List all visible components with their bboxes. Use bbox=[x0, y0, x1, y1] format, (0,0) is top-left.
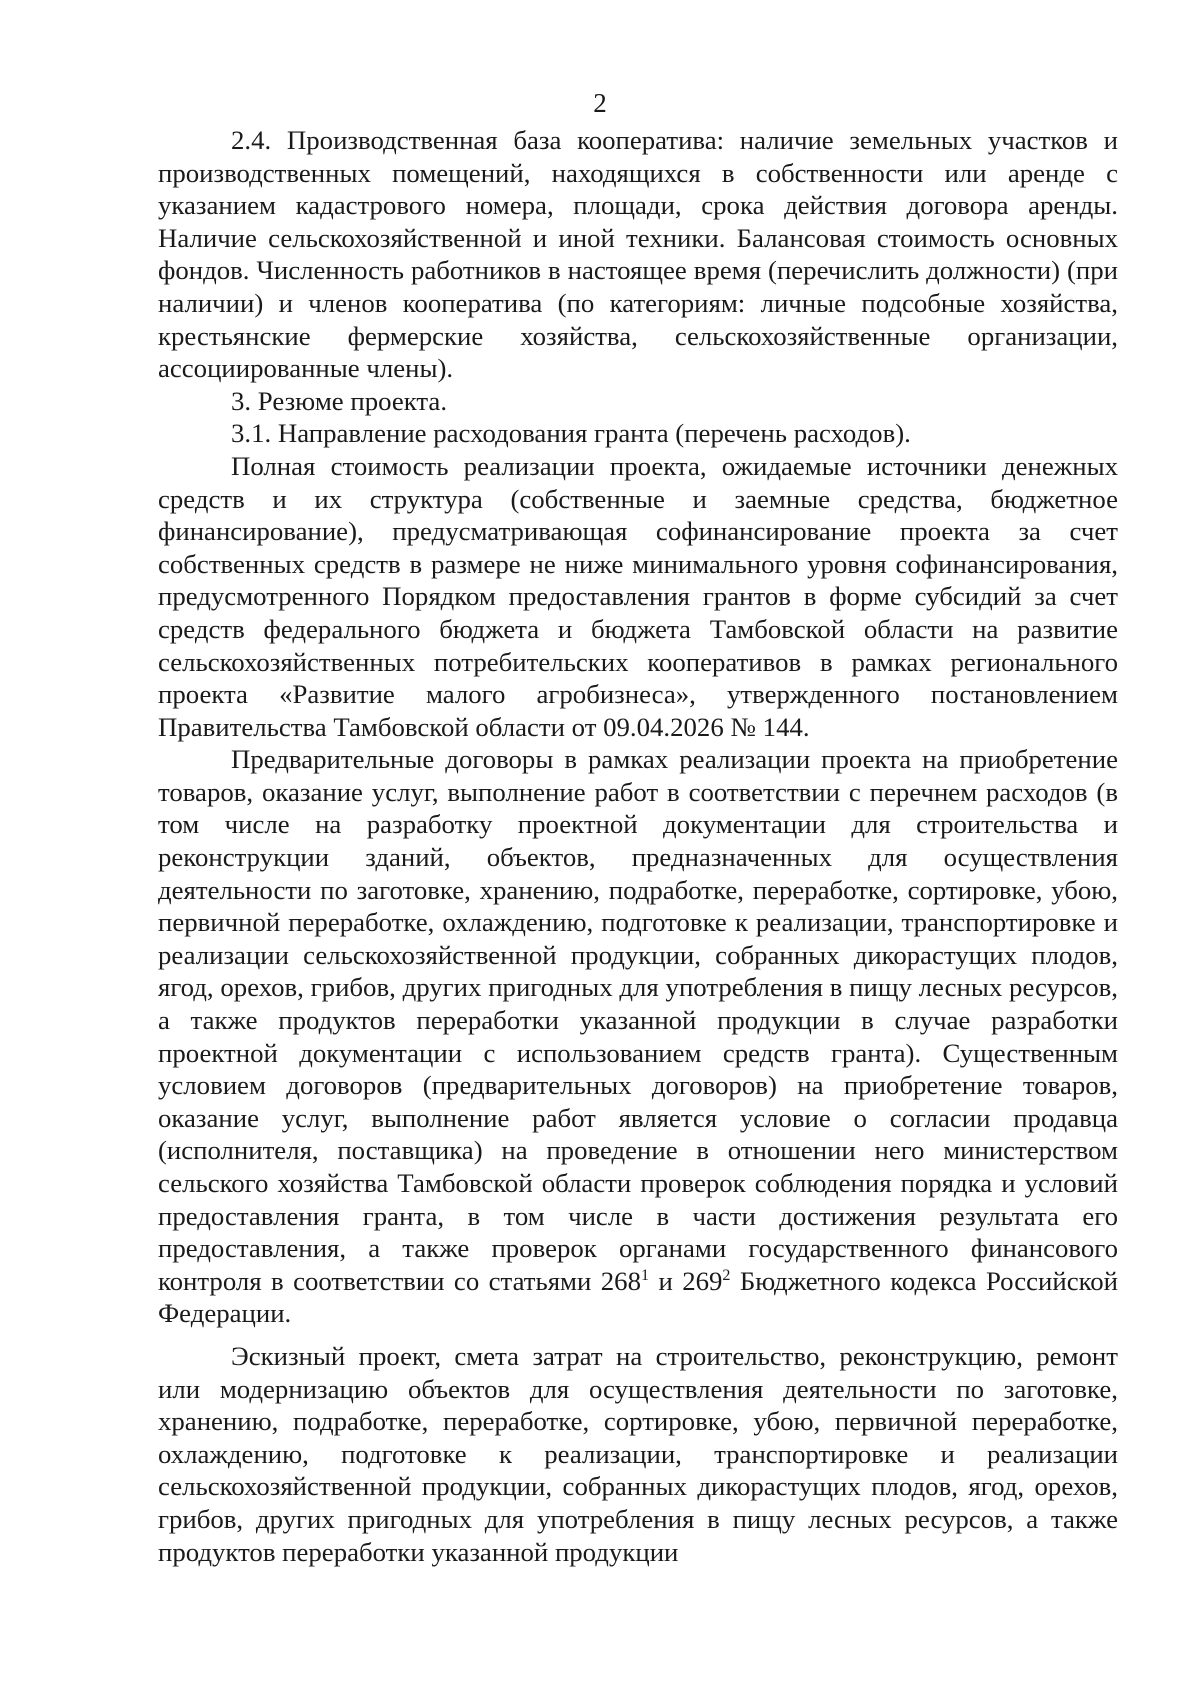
paragraph-draft-project-estimate: Эскизный проект, смета затрат на строительство, реконструкцию, ремонт или модернизацию объектов для осуществления деятельности по заготовке, хранению, подработке, переработке, сортировке, убою, первичной переработке, охлаждению, подготовке к реализации, транспортировке и реализации сельскохозяйственной продукции, собранных дикорастущих плодов, ягод, орехов, грибов, других пригодных для употребления в пищу лесных ресурсов, а также продуктов переработки указанной продукции bbox=[158, 1340, 1118, 1567]
article-269-superscript: 2 bbox=[722, 1266, 731, 1284]
paragraph-preliminary-contracts bbox=[158, 743, 1118, 1330]
paragraph-production-base: 2.4. Производственная база кооператива: наличие земельных участков и производственных помещений, находящихся в собственности или аренде с указанием кадастрового номера, площади, срока действия договора аренды. Наличие сельскохозяйственной и иной техники. Балансовая стоимость основных фондов. Численность работников в настоящее время (перечислить должности) (при наличии) и членов кооператива (по категориям: личные подсобные хозяйства, крестьянские фермерские хозяйства, сельскохозяйственные организации, ассоциированные члены). bbox=[158, 125, 1118, 384]
article-268-superscript: 1 bbox=[640, 1266, 650, 1284]
contracts-text-part-2: и 269 bbox=[649, 1265, 723, 1296]
document-body bbox=[158, 124, 1118, 1568]
contracts-text-part-1: Предварительные договоры в рамках реализации проекта на приобретение товаров, оказание услуг, выполнение работ в соответствии с перечнем расходов (в том числе на разработку проектной документации для строительства и реконструкции зданий, объектов, предназначенных для осуществления деятельности по заготовке, хранению, подработке, переработке, сортировке, убою, первичной переработке, охлаждению, подготовке к реализации, транспортировке и реализации сельскохозяйственной продукции, собранных дикорастущих плодов, ягод, орехов, грибов, других пригодных для употребления в пищу лесных ресурсов, а также продуктов переработки указанной продукции в случае разработки проектной документации с использованием средств гранта). Существенным условием договоров (предварительных договоров) на приобретение товаров, оказание услуг, выполнение работ является условие о согласии продавца (исполнителя, поставщика) на проведение в отношении него министерством сельского хозяйства Тамбовской области проверок соблюдения порядка и условий предоставления гранта, в том числе в части достижения результата его предоставления, а также проверок органами государственного финансового контроля в соответствии со статьями 268 bbox=[158, 744, 1118, 1296]
paragraph-grant-spending-heading: 3.1. Направление расходования гранта (перечень расходов). bbox=[231, 418, 911, 449]
page-number: 2 bbox=[593, 88, 607, 118]
paragraph-project-summary-heading: 3. Резюме проекта. bbox=[231, 385, 448, 416]
contracts-text-part-3: Бюджетного кодекса Российской Федерации. bbox=[158, 1265, 1119, 1329]
paragraph-project-cost: Полная стоимость реализации проекта, ожидаемые источники денежных средств и их структура (собственные и заемные средства, бюджетное финансирование), предусматривающая софинансирование проекта за счет собственных средств в размере не ниже минимального уровня софинансирования, предусмотренного Порядком предоставления грантов в форме субсидий за счет средств федерального бюджета и бюджета Тамбовской области на развитие сельскохозяйственных потребительских кооперативов в рамках регионального проекта «Развитие малого агробизнеса», утвержденного постановлением Правительства Тамбовской области от 09.04.2026 № 144. bbox=[158, 450, 1118, 742]
